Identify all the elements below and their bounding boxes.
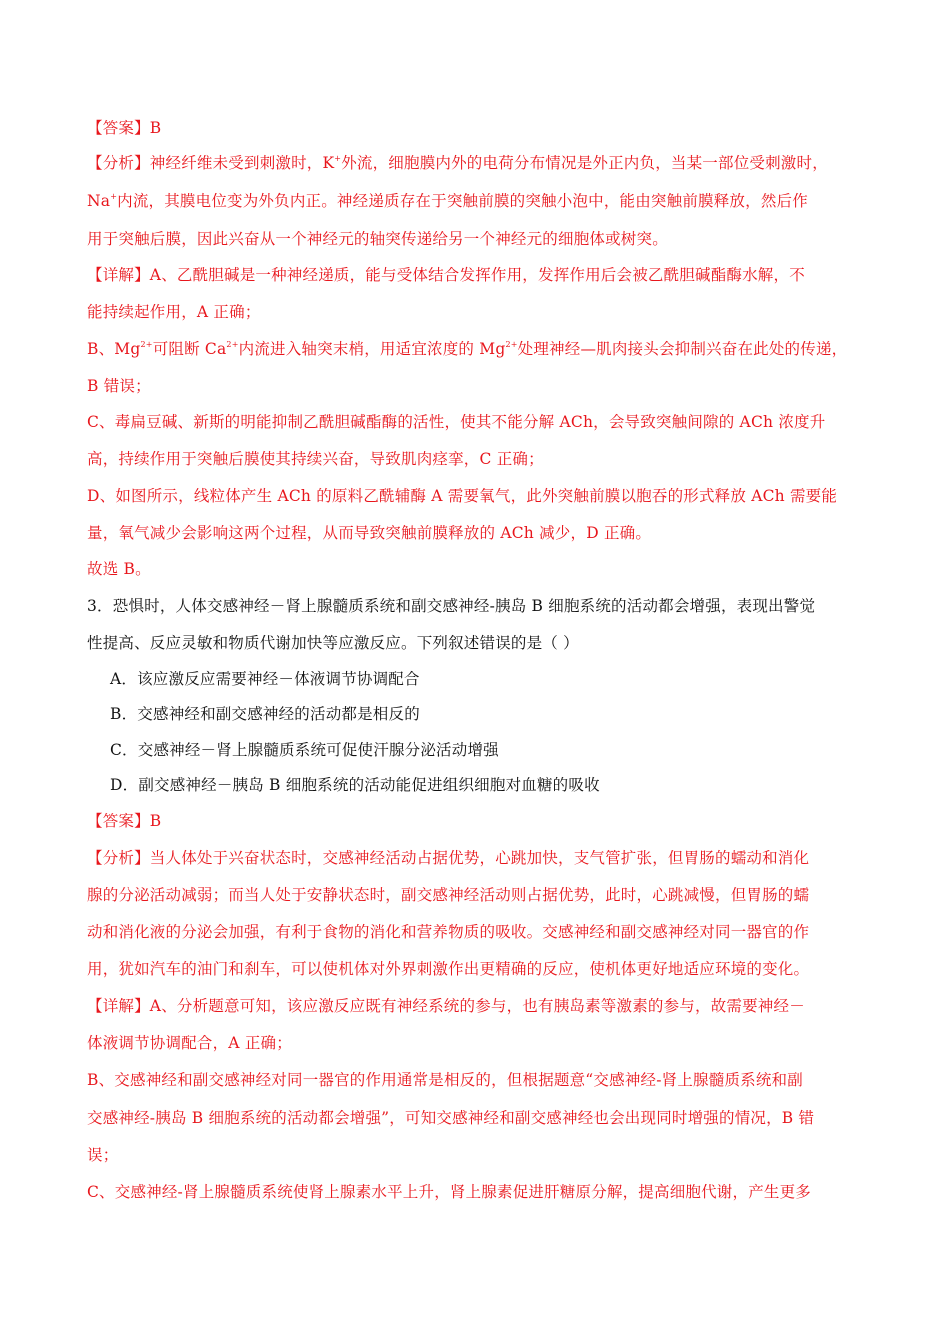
mg-superscript: 2+ xyxy=(140,340,153,349)
q3-stem-line-2: 性提高、反应灵敏和物质代谢加快等应激反应。下列叙述错误的是（ ） xyxy=(87,634,579,652)
q2-option-c-line-2: 高，持续作用于突触后膜使其持续兴奋，导致肌肉痉挛，C 正确； xyxy=(87,450,544,468)
q2-analysis-line-1 xyxy=(87,152,828,174)
q3-analysis-line-1: 【分析】当人体处于兴奋状态时，交感神经活动占据优势，心跳加快，支气管扩张，但胃肠的蠕动和消化 xyxy=(87,849,810,867)
q3-analysis-line-4: 用，犹如汽车的油门和刹车，可以使机体对外界刺激作出更精确的反应，使机体更好地适应环境的变化。 xyxy=(87,960,810,978)
mg-superscript: 2+ xyxy=(505,340,518,349)
q3-option-b-line-3: 误； xyxy=(87,1146,119,1164)
q3-option-b: B．交感神经和副交感神经的活动都是相反的 xyxy=(110,705,420,723)
q3-option-b-line-2: 交感神经-胰岛 B 细胞系统的活动都会增强”，可知交感神经和副交感神经也会出现同时增强的情况，B 错 xyxy=(87,1109,815,1127)
na-superscript: + xyxy=(110,192,118,201)
q2-analysis-line-2 xyxy=(87,190,808,212)
q3-option-d: D．副交感神经－胰岛 B 细胞系统的活动能促进组织细胞对血糖的吸收 xyxy=(110,776,600,794)
q3-analysis-line-2: 腺的分泌活动减弱；而当人处于安静状态时，副交感神经活动则占据优势，此时，心跳减慢，但胃肠的蠕 xyxy=(87,886,810,904)
q2-option-d-line-2: 量，氧气减少会影响这两个过程，从而导致突触前膜释放的 ACh 减少，D 正确。 xyxy=(87,524,652,542)
q2-analysis-line-3: 用于突触后膜，因此兴奋从一个神经元的轴突传递给另一个神经元的细胞体或树突。 xyxy=(87,230,668,248)
q2-b-text: B、Mg xyxy=(87,340,141,358)
q3-answer-label: 【答案】B xyxy=(87,812,162,830)
q2-choose-line: 故选 B。 xyxy=(87,560,151,578)
q3-option-a: A．该应激反应需要神经－体液调节协调配合 xyxy=(110,670,420,688)
q2-answer-label: 【答案】B xyxy=(87,119,162,137)
q2-option-d-line-1: D、如图所示，线粒体产生 ACh 的原料乙酰辅酶 A 需要氧气，此外突触前膜以胞吞的形式释放 ACh 需要能 xyxy=(87,487,838,505)
q2-option-b-line-2: B 错误； xyxy=(87,377,151,395)
q2-b-text: 内流进入轴突末梢，用适宜浓度的 Mg xyxy=(238,340,506,358)
q2-analysis-text: Na xyxy=(87,192,111,210)
q3-detail-line-1: 【详解】A、分析题意可知，该应激反应既有神经系统的参与，也有胰岛素等激素的参与，故需要神经－ xyxy=(87,997,805,1015)
q2-analysis-text: 【分析】神经纤维未受到刺激时，K xyxy=(87,154,335,172)
ca-superscript: 2+ xyxy=(226,340,239,349)
q3-option-b-line-1: B、交感神经和副交感神经对同一器官的作用通常是相反的，但根据题意“交感神经-肾上腺髓质系统和副 xyxy=(87,1071,803,1089)
q3-stem-line-1: 3．恐惧时，人体交感神经－肾上腺髓质系统和副交感神经-胰岛 B 细胞系统的活动都会增强，表现出警觉 xyxy=(87,597,816,615)
q2-detail-line-2: 能持续起作用，A 正确； xyxy=(87,303,261,321)
k-superscript: + xyxy=(334,154,342,163)
q3-analysis-line-3: 动和消化液的分泌会加强，有利于食物的消化和营养物质的吸收。交感神经和副交感神经对同一器官的作 xyxy=(87,923,810,941)
q3-option-c-line-1: C、交感神经-肾上腺髓质系统使肾上腺素水平上升，肾上腺素促进肝糖原分解，提高细胞代谢，产生更多 xyxy=(87,1183,812,1201)
q2-b-text: 处理神经—肌肉接头会抑制兴奋在此处的传递， xyxy=(517,340,848,358)
q3-option-c: C．交感神经－肾上腺髓质系统可促使汗腺分泌活动增强 xyxy=(110,741,499,759)
q2-b-text: 可阻断 Ca xyxy=(152,340,227,358)
q2-option-b-line-1 xyxy=(87,338,847,360)
q2-option-c-line-1: C、毒扁豆碱、新斯的明能抑制乙酰胆碱酯酶的活性，使其不能分解 ACh，会导致突触间隙的 ACh 浓度升 xyxy=(87,413,826,431)
q2-analysis-text: 外流，细胞膜内外的电荷分布情况是外正内负，当某一部位受刺激时， xyxy=(341,154,828,172)
q3-detail-line-2: 体液调节协调配合，A 正确； xyxy=(87,1034,292,1052)
q2-detail-line-1: 【详解】A、乙酰胆碱是一种神经递质，能与受体结合发挥作用，发挥作用后会被乙酰胆碱酯酶水解，不 xyxy=(87,266,805,284)
q2-analysis-text: 内流，其膜电位变为外负内正。神经递质存在于突触前膜的突触小泡中，能由突触前膜释放，然后作 xyxy=(117,192,808,210)
